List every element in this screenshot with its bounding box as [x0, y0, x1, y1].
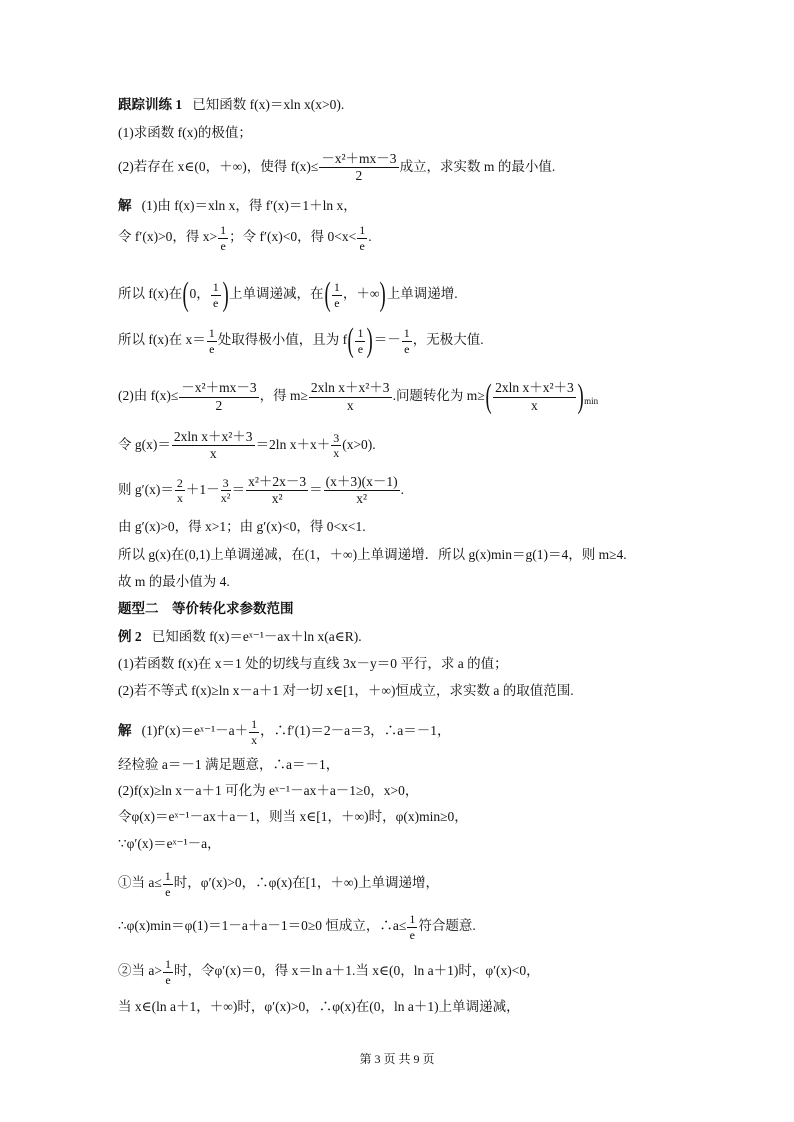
solution-line: ∵φ′(x)＝eˣ⁻¹－a，: [118, 836, 221, 851]
solution-line: 当 x∈(ln a＋1，＋∞)时，φ′(x)>0，∴φ(x)在(0，ln a＋1)上单调递减，: [118, 999, 520, 1014]
exercise-1-title: 跟踪训练 1 已知函数 f(x)＝xln x(x>0).: [118, 97, 345, 112]
section-heading: 题型二 等价转化求参数范围: [118, 601, 294, 616]
solution-line: 故 m 的最小值为 4.: [118, 574, 230, 589]
solution-line: 令 f′(x)>0，得 x> $\frac{1}{e}$ ；令 f′(x)<0，得 0<x< $\frac{1}{e}$ .: [118, 223, 372, 253]
solution-line: ②当 a> $\frac{1}{e}$ 时，令φ′(x)＝0，得 x＝ln a＋1.当 x∈(0，ln a＋1)时，φ′(x)<0，: [118, 957, 540, 987]
solution-line: 所以 f(x)在 x＝ $\frac{1}{e}$ 处取得极小值，且为 f( $\frac{1}{e}$ )＝－ $\frac{1}{e}$ ，无极大值.: [118, 322, 484, 359]
solution-line: 经检验 a＝－1 满足题意，∴a＝－1，: [118, 757, 340, 772]
solution-1: 解 (1)f′(x)＝eˣ⁻¹－a＋ $\frac{1}{x}$ ，∴f′(1)＝2－a＝3，∴a＝－1，: [118, 717, 451, 747]
solution-1: 解 (1)由 f(x)＝xln x，得 f′(x)＝1＋ln x，: [118, 198, 357, 213]
solution-line: 所以 f(x)在(0， $\frac{1}{e}$ )上单调递减，在( $\frac{1}{e}$ ，＋∞)上单调递增.: [118, 276, 458, 313]
page-footer: 第 3 页 共 9 页: [359, 1052, 435, 1066]
fraction: $\frac{\text{－x²＋mx－3}}{2}$: [321, 151, 397, 184]
solution-line: 所以 g(x)在(0,1)上单调递减，在(1，＋∞)上单调递增．所以 g(x)min＝g(1)＝4，则 m≥4.: [118, 547, 627, 562]
solution-line: 则 g′(x)＝ $\frac{2}{x}$ ＋1－ $\frac{3}{\text{x²}}$ ＝ $\frac{\text{x²＋2x－3}}{\text{x²}}$ ＝ $\frac{(x+3)(x-1)}{\text{x²}}$ .: [118, 474, 404, 507]
solution-2: (2)由 f(x)≤ $\frac{\text{－x²＋mx－3}}{2}$ ，得 m≥ $\frac{\text{2xln x＋x²＋3}}{x}$ .问题转化为 m≥( $\frac{\text{2xln x＋x²＋3}}{x}$ )$_{min}$: [118, 378, 599, 415]
example-2-title: 例 2 已知函数 f(x)＝eˣ⁻¹－ax＋ln x(a∈R).: [118, 629, 362, 644]
question-1: (1)若函数 f(x)在 x＝1 处的切线与直线 3x－y＝0 平行，求 a 的值；: [118, 656, 508, 671]
solution-line: ∴φ(x)min＝φ(1)＝1－a＋a－1＝0≥0 恒成立，∴a≤ $\frac{1}{e}$ 符合题意.: [118, 912, 476, 942]
solution-line: 令 g(x)＝ $\frac{\text{2xln x＋x²＋3}}{x}$ ＝2ln x＋x＋ $\frac{3}{x}$ (x>0).: [118, 429, 376, 462]
solution-line: 令φ(x)＝eˣ⁻¹－ax＋a－1，则当 x∈[1，＋∞)时，φ(x)min≥0，: [118, 809, 468, 824]
question-1: (1)求函数 f(x)的极值；: [118, 125, 252, 140]
question-2: (2)若存在 x∈(0，＋∞)，使得 f(x)≤ $\frac{\text{－x²＋mx－3}}{2}$ 成立，求实数 m 的最小值.: [118, 151, 556, 184]
solution-line: 由 g′(x)>0，得 x>1；由 g′(x)<0，得 0<x<1.: [118, 519, 366, 534]
question-2: (2)若不等式 f(x)≥ln x－a＋1 对一切 x∈[1，＋∞)恒成立，求实数 a 的取值范围.: [118, 683, 574, 698]
solution-2: (2)f(x)≥ln x－a＋1 可化为 eˣ⁻¹－ax＋a－1≥0，x>0，: [118, 783, 419, 798]
solution-line: ①当 a≤ $\frac{1}{e}$ 时，φ′(x)>0，∴φ(x)在[1，＋∞)上单调递增，: [118, 869, 440, 899]
